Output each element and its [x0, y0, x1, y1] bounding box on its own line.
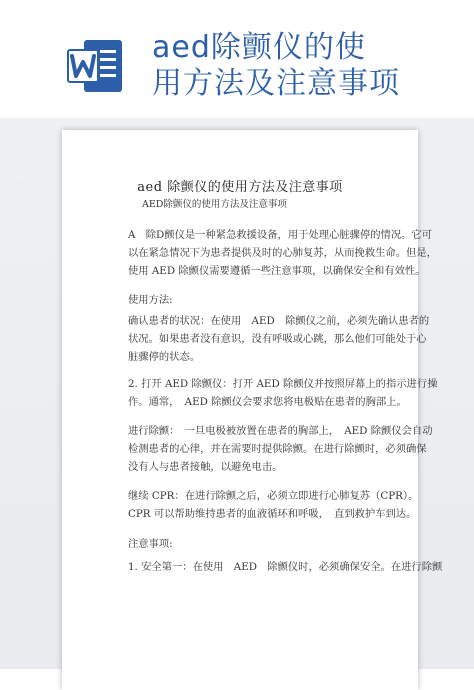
paragraph-line: 使用 AED 除颤仪需要遵循一些注意事项，以确保安全和有效性。 [128, 265, 426, 277]
step-4-paragraph [128, 487, 419, 523]
step-3-paragraph [128, 422, 433, 476]
document-subtitle: AED除颤仪的使用方法及注意事项 [142, 199, 287, 210]
banner-title-line-2: 用方法及注意事项 [152, 66, 400, 101]
watermark: ...... [6, 174, 27, 192]
document-title: aed 除颤仪的使用方法及注意事项 [137, 180, 343, 195]
paragraph-line: 脏骤停的状态。 [128, 351, 201, 363]
paragraph-line: 没有人与患者接触，以避免电击。 [128, 461, 283, 473]
word-document-icon [66, 36, 128, 96]
paragraph-line: 继续 CPR：在进行除颤之后，必须立即进行心肺复苏（CPR）。 [128, 490, 419, 502]
step-2-paragraph [128, 375, 438, 411]
document-page[interactable] [62, 130, 443, 690]
paragraph-line: 检测患者的心律，并在需要时提供除颤。在进行除颤时，必须确保 [128, 443, 427, 455]
paragraph-line: 1. 安全第一：在使用 AED 除颤仪时，必须确保安全。在进行除颤 [128, 561, 443, 573]
banner-title [152, 30, 452, 102]
paragraph-line: 以在紧急情况下为患者提供及时的心肺复苏，从而挽救生命。但是， [128, 247, 437, 259]
paragraph-line: 2. 打开 AED 除颤仪：打开 AED 除颤仪并按照屏幕上的指示进行操 [128, 378, 438, 390]
paragraph-line: 进行除颤： 一旦电极被放置在患者的胸部上， AED 除颤仪会自动 [128, 425, 433, 437]
intro-paragraph [128, 226, 437, 280]
paragraph-line: 确认患者的状况：在使用 AED 除颤仪之前，必须先确认患者的 [128, 315, 430, 327]
notes-heading: 注意事项: [128, 538, 173, 550]
step-1-paragraph [128, 312, 430, 366]
document-preview-area [0, 118, 474, 669]
document-banner [0, 0, 474, 118]
note-1-paragraph [128, 558, 443, 576]
paragraph-line: CPR 可以帮助维持患者的血液循环和呼吸， 直到救护车到达。 [128, 508, 417, 520]
paragraph-line: 作。通常， AED 除颤仪会要求您将电极贴在患者的胸部上。 [128, 396, 407, 408]
paragraph-line: A 除D颤仪是一种紧急救援设备，用于处理心脏骤停的情况。它可 [128, 229, 433, 241]
paragraph-line: 状况。如果患者没有意识，没有呼吸或心跳，那么他们可能处于心 [128, 333, 427, 345]
banner-title-line-1: aed除颤仪的使 [152, 30, 366, 65]
usage-heading: 使用方法: [128, 294, 173, 306]
